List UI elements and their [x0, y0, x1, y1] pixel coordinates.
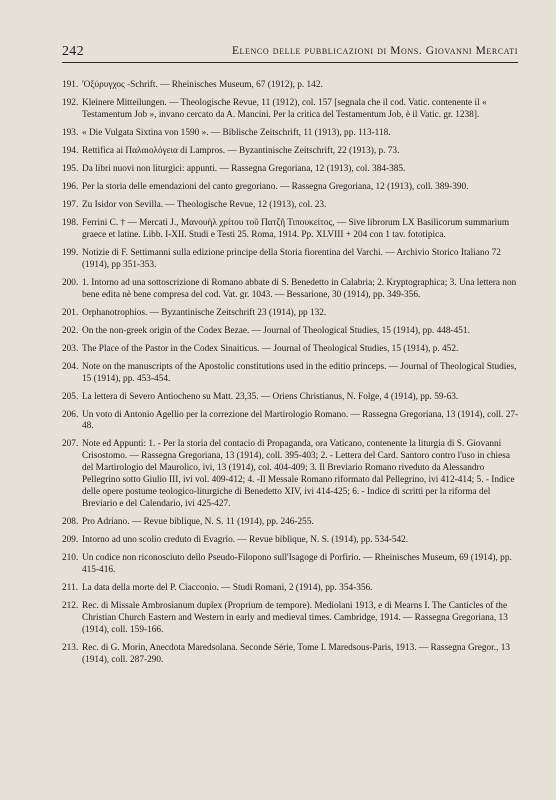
entry-number: 200.: [62, 277, 79, 288]
entry-number: 197.: [62, 199, 79, 210]
entry-text: Note ed Appunti: 1. - Per la storia del contacio di Propaganda, ora Vaticano, contenente la liturgia di S. Giovanni Crisostomo. — Rassegna Gregoriana, 13 (1914), coll. 395-403; 2. - Lettera del Card. Santoro contro l'uso in chiesa del Martirologio del Maurolico, ivi, 13 (1914), col. 404-409; 3. Il Breviario Romano riveduto da Alessandro Pellegrino sotto Giulio III, ivi vol. 409-412; 4. -Il Messale Romano riformato dal Pellegrino, ivi 412-414; 5. - Indice delle opere postume teologico-liturgiche di Benedetto XIV, ivi 414-425; 6. - Indice di scritti per la riforma del Breviario e del Calendario, ivi 425-427.: [82, 439, 515, 509]
list-item: [62, 98, 522, 122]
list-item: [62, 583, 522, 595]
list-item: [62, 392, 522, 404]
list-item: [62, 643, 522, 667]
entry-text: Rettifica ai Παλαιολόγεια di Lampros. — Byzantinische Zeitschrift, 22 (1913), p. 73.: [82, 145, 400, 156]
list-item: [62, 128, 522, 140]
entry-number: 212.: [62, 600, 79, 611]
entry-number: 209.: [62, 534, 79, 545]
entry-number: 198.: [62, 217, 79, 228]
entry-text: Note on the manuscripts of the Apostolic constitutions used in the editio princeps. — Journal of Theological Studies, 15 (1914), pp. 453-454.: [82, 361, 517, 384]
entry-text: La lettera di Severo Antiocheno su Matt. 23,35. — Oriens Christianus, N. Folge, 4 (1914), pp. 59-63.: [82, 391, 459, 402]
entry-number: 207.: [62, 439, 79, 450]
entry-number: 204.: [62, 361, 79, 372]
list-item: [62, 410, 522, 434]
entry-text: On the non-greek origin of the Codex Bezae. — Journal of Theological Studies, 15 (1914), pp. 448-451.: [82, 325, 470, 336]
entry-text: La data della morte del P. Ciacconio. — Studi Romani, 2 (1914), pp. 354-356.: [82, 582, 373, 593]
entry-text: Notizie di F. Settimanni sulla edizione principe della Storia fiorentina del Varchi. — Archivio Storico Italiano 72 (1914), pp 351-353.: [82, 247, 501, 270]
entry-number: 211.: [62, 582, 78, 593]
list-item: [62, 218, 522, 242]
running-title: Elenco delle pubblicazioni di Mons. Giovanni Mercati: [231, 45, 518, 57]
entry-text: Intorno ad uno scolio creduto di Evagrio. — Revue biblique, N. S. (1914), pp. 534-542.: [82, 534, 409, 545]
entry-text: Ferrini C. † — Mercati J., Μανουὴλ χρίτου τοῦ Πατζῆ Τιπουκείτος, — Sive librorum LX Basilicorum summarium graece et latine. Libb. I-XII. Studi e Testi 25. Roma, 1914. Pp. XLVIII + 204 con 1 tav. fototipica.: [82, 217, 510, 240]
entry-number: 196.: [62, 181, 79, 192]
entry-number: 203.: [62, 343, 79, 354]
list-item: [62, 439, 522, 510]
list-item: [62, 278, 522, 302]
entry-number: 193.: [62, 127, 79, 138]
list-item: [62, 80, 522, 92]
entry-text: Da libri nuovi non liturgici: appunti. — Rassegna Gregoriana, 12 (1913), col. 384-385.: [82, 163, 406, 174]
list-item: [62, 362, 522, 386]
entry-number: 202.: [62, 325, 79, 336]
publication-list: [62, 80, 522, 673]
page-number: 242: [62, 44, 84, 59]
list-item: [62, 326, 522, 338]
entry-number: 199.: [62, 247, 79, 258]
list-item: [62, 601, 522, 637]
list-item: [62, 248, 522, 272]
entry-number: 191.: [62, 80, 79, 90]
entry-text: Rec. di Missale Ambrosianum duplex (Proprium de tempore). Mediolani 1913, e di Mearns I. The Canticles of the Christian Church Eastern and Western in early and medieval times. Cambridge, 1914. — Rassegna Gregoriana, 13 (1914), coll. 159-166.: [82, 600, 508, 635]
list-item: [62, 535, 522, 547]
entry-text: Orphanotrophios. — Byzantinische Zeitschrift 23 (1914), pp 132.: [82, 307, 327, 318]
list-item: [62, 344, 522, 356]
page-header: [62, 42, 518, 63]
entry-number: 201.: [62, 307, 79, 318]
entry-number: 192.: [62, 98, 79, 108]
entry-text: 1. Intorno ad una sottoscrizione di Romano abbate di S. Benedetto in Calabria; 2. Kryptographica; 3. Una lettera non bene edita nè bene compresa del cod. Vat. gr. 1043. — Bessarione, 30 (1914), pp. 349-356.: [82, 277, 517, 300]
entry-number: 205.: [62, 391, 79, 402]
entry-number: 195.: [62, 163, 79, 174]
entry-text: Zu Isidor von Sevilla. — Theologische Revue, 12 (1913), col. 23.: [82, 199, 327, 210]
entry-text: « Die Vulgata Sixtina von 1590 ». — Biblische Zeitschrift, 11 (1913), pp. 113-118.: [82, 127, 391, 138]
entry-text: The Place of the Pastor in the Codex Sinaiticus. — Journal of Theological Studies, 15 (1914), p. 452.: [82, 343, 459, 354]
list-item: [62, 146, 522, 158]
entry-text: Per la storia delle emendazioni del canto gregoriano. — Rassegna Gregoriana, 12 (1913), coll. 389-390.: [82, 181, 469, 192]
entry-text: Rec. di G. Morin, Anecdota Maredsolana. Seconde Série, Tome I. Maredsous-Paris, 1913. — Rassegna Gregor., 13 (1914), coll. 287-290.: [82, 642, 511, 665]
entry-number: 194.: [62, 145, 79, 156]
list-item: [62, 553, 522, 577]
entry-number: 213.: [62, 642, 79, 653]
entry-text: Un codice non riconosciuto dello Pseudo-Filopono sull'Isagoge di Porfirio. — Rheinisches Museum, 69 (1914), pp. 415-416.: [82, 552, 512, 575]
entry-text: Un voto di Antonio Agellio per la correzione del Martirologio Romano. — Rassegna Gregoriana, 13 (1914), coll. 27-48.: [82, 409, 519, 432]
list-item: [62, 517, 522, 529]
list-item: [62, 164, 522, 176]
list-item: [62, 182, 522, 194]
entry-number: 206.: [62, 409, 79, 420]
entry-text: 'Οξύρυγχος -Schrift. — Rheinisches Museum, 67 (1912), p. 142.: [82, 80, 323, 90]
entry-text: Kleinere Mitteilungen. — Theologische Revue, 11 (1912), col. 157 [segnala che il cod. Vatic. contenente il « Testamentum Job », invano cercato da A. Mancini. Per la critica del Testamentum Job, è il Vatic. gr. 1238].: [82, 98, 487, 120]
entry-number: 208.: [62, 516, 79, 527]
list-item: [62, 200, 522, 212]
entry-text: Pro Adriano. — Revue biblique, N. S. 11 (1914), pp. 246-255.: [82, 516, 314, 527]
list-item: [62, 308, 522, 320]
entry-number: 210.: [62, 552, 79, 563]
